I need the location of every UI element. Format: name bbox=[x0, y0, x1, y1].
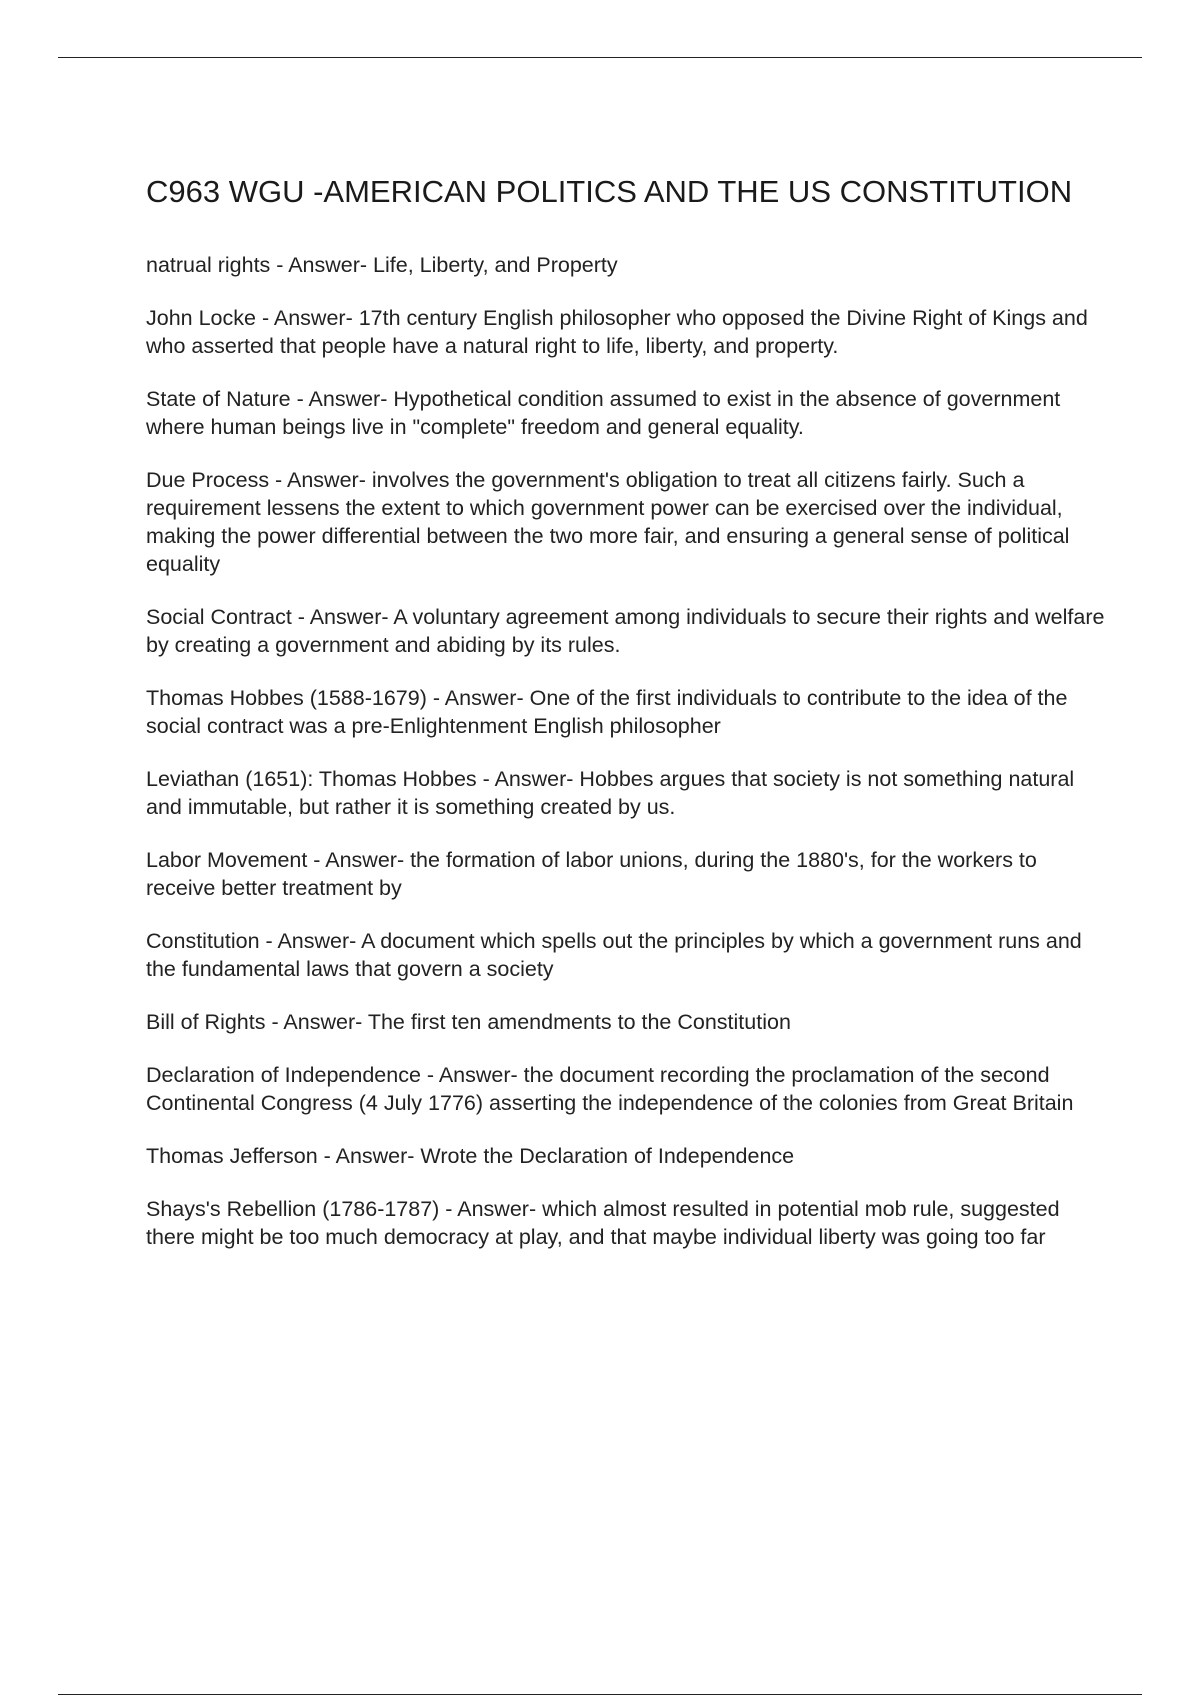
flashcard-entry-social-contract: Social Contract - Answer- A voluntary agreement among individuals to secure their rights and welfare by creating a government and abiding by its rules. bbox=[146, 605, 1105, 657]
flashcard-entry-due-process: Due Process - Answer- involves the government's obligation to treat all citizens fairly. Such a requirement lessens the extent to which government power can be exercised over the individual, making the power differential between the two more fair, and ensuring a general sense of political equality bbox=[146, 468, 1070, 576]
flashcard-entry-thomas-jefferson: Thomas Jefferson - Answer- Wrote the Declaration of Independence bbox=[146, 1144, 795, 1168]
flashcard-entry-leviathan: Leviathan (1651): Thomas Hobbes - Answer- Hobbes argues that society is not something natural and immutable, but rather it is something created by us. bbox=[146, 767, 1075, 819]
flashcard-entry-shays-rebellion: Shays's Rebellion (1786-1787) - Answer- which almost resulted in potential mob rule, suggested there might be too much democracy at play, and that maybe individual liberty was going too far bbox=[146, 1197, 1060, 1249]
flashcard-entry-state-of-nature: State of Nature - Answer- Hypothetical condition assumed to exist in the absence of government where human beings live in "complete" freedom and general equality. bbox=[146, 387, 1061, 439]
flashcard-entry-thomas-hobbes: Thomas Hobbes (1588-1679) - Answer- One of the first individuals to contribute to the idea of the social contract was a pre-Enlightenment English philosopher bbox=[146, 686, 1068, 738]
flashcard-entry-constitution: Constitution - Answer- A document which spells out the principles by which a government runs and the fundamental laws that govern a society bbox=[146, 929, 1082, 981]
top-divider bbox=[58, 57, 1142, 58]
flashcard-entry-john-locke: John Locke - Answer- 17th century English philosopher who opposed the Divine Right of Kings and who asserted that people have a natural right to life, liberty, and property. bbox=[146, 306, 1088, 358]
bottom-divider bbox=[58, 1694, 1142, 1695]
flashcard-entry-natural-rights: natrual rights - Answer- Life, Liberty, and Property bbox=[146, 253, 618, 277]
document-body bbox=[146, 172, 1106, 1276]
flashcard-entry-declaration-of-independence: Declaration of Independence - Answer- the document recording the proclamation of the second Continental Congress (4 July 1776) asserting the independence of the colonies from Great Britain bbox=[146, 1063, 1074, 1115]
flashcard-entry-labor-movement: Labor Movement - Answer- the formation of labor unions, during the 1880's, for the workers to receive better treatment by bbox=[146, 848, 1037, 900]
document-title: C963 WGU -AMERICAN POLITICS AND THE US CONSTITUTION bbox=[146, 174, 1073, 209]
flashcard-entry-bill-of-rights: Bill of Rights - Answer- The first ten amendments to the Constitution bbox=[146, 1010, 791, 1034]
